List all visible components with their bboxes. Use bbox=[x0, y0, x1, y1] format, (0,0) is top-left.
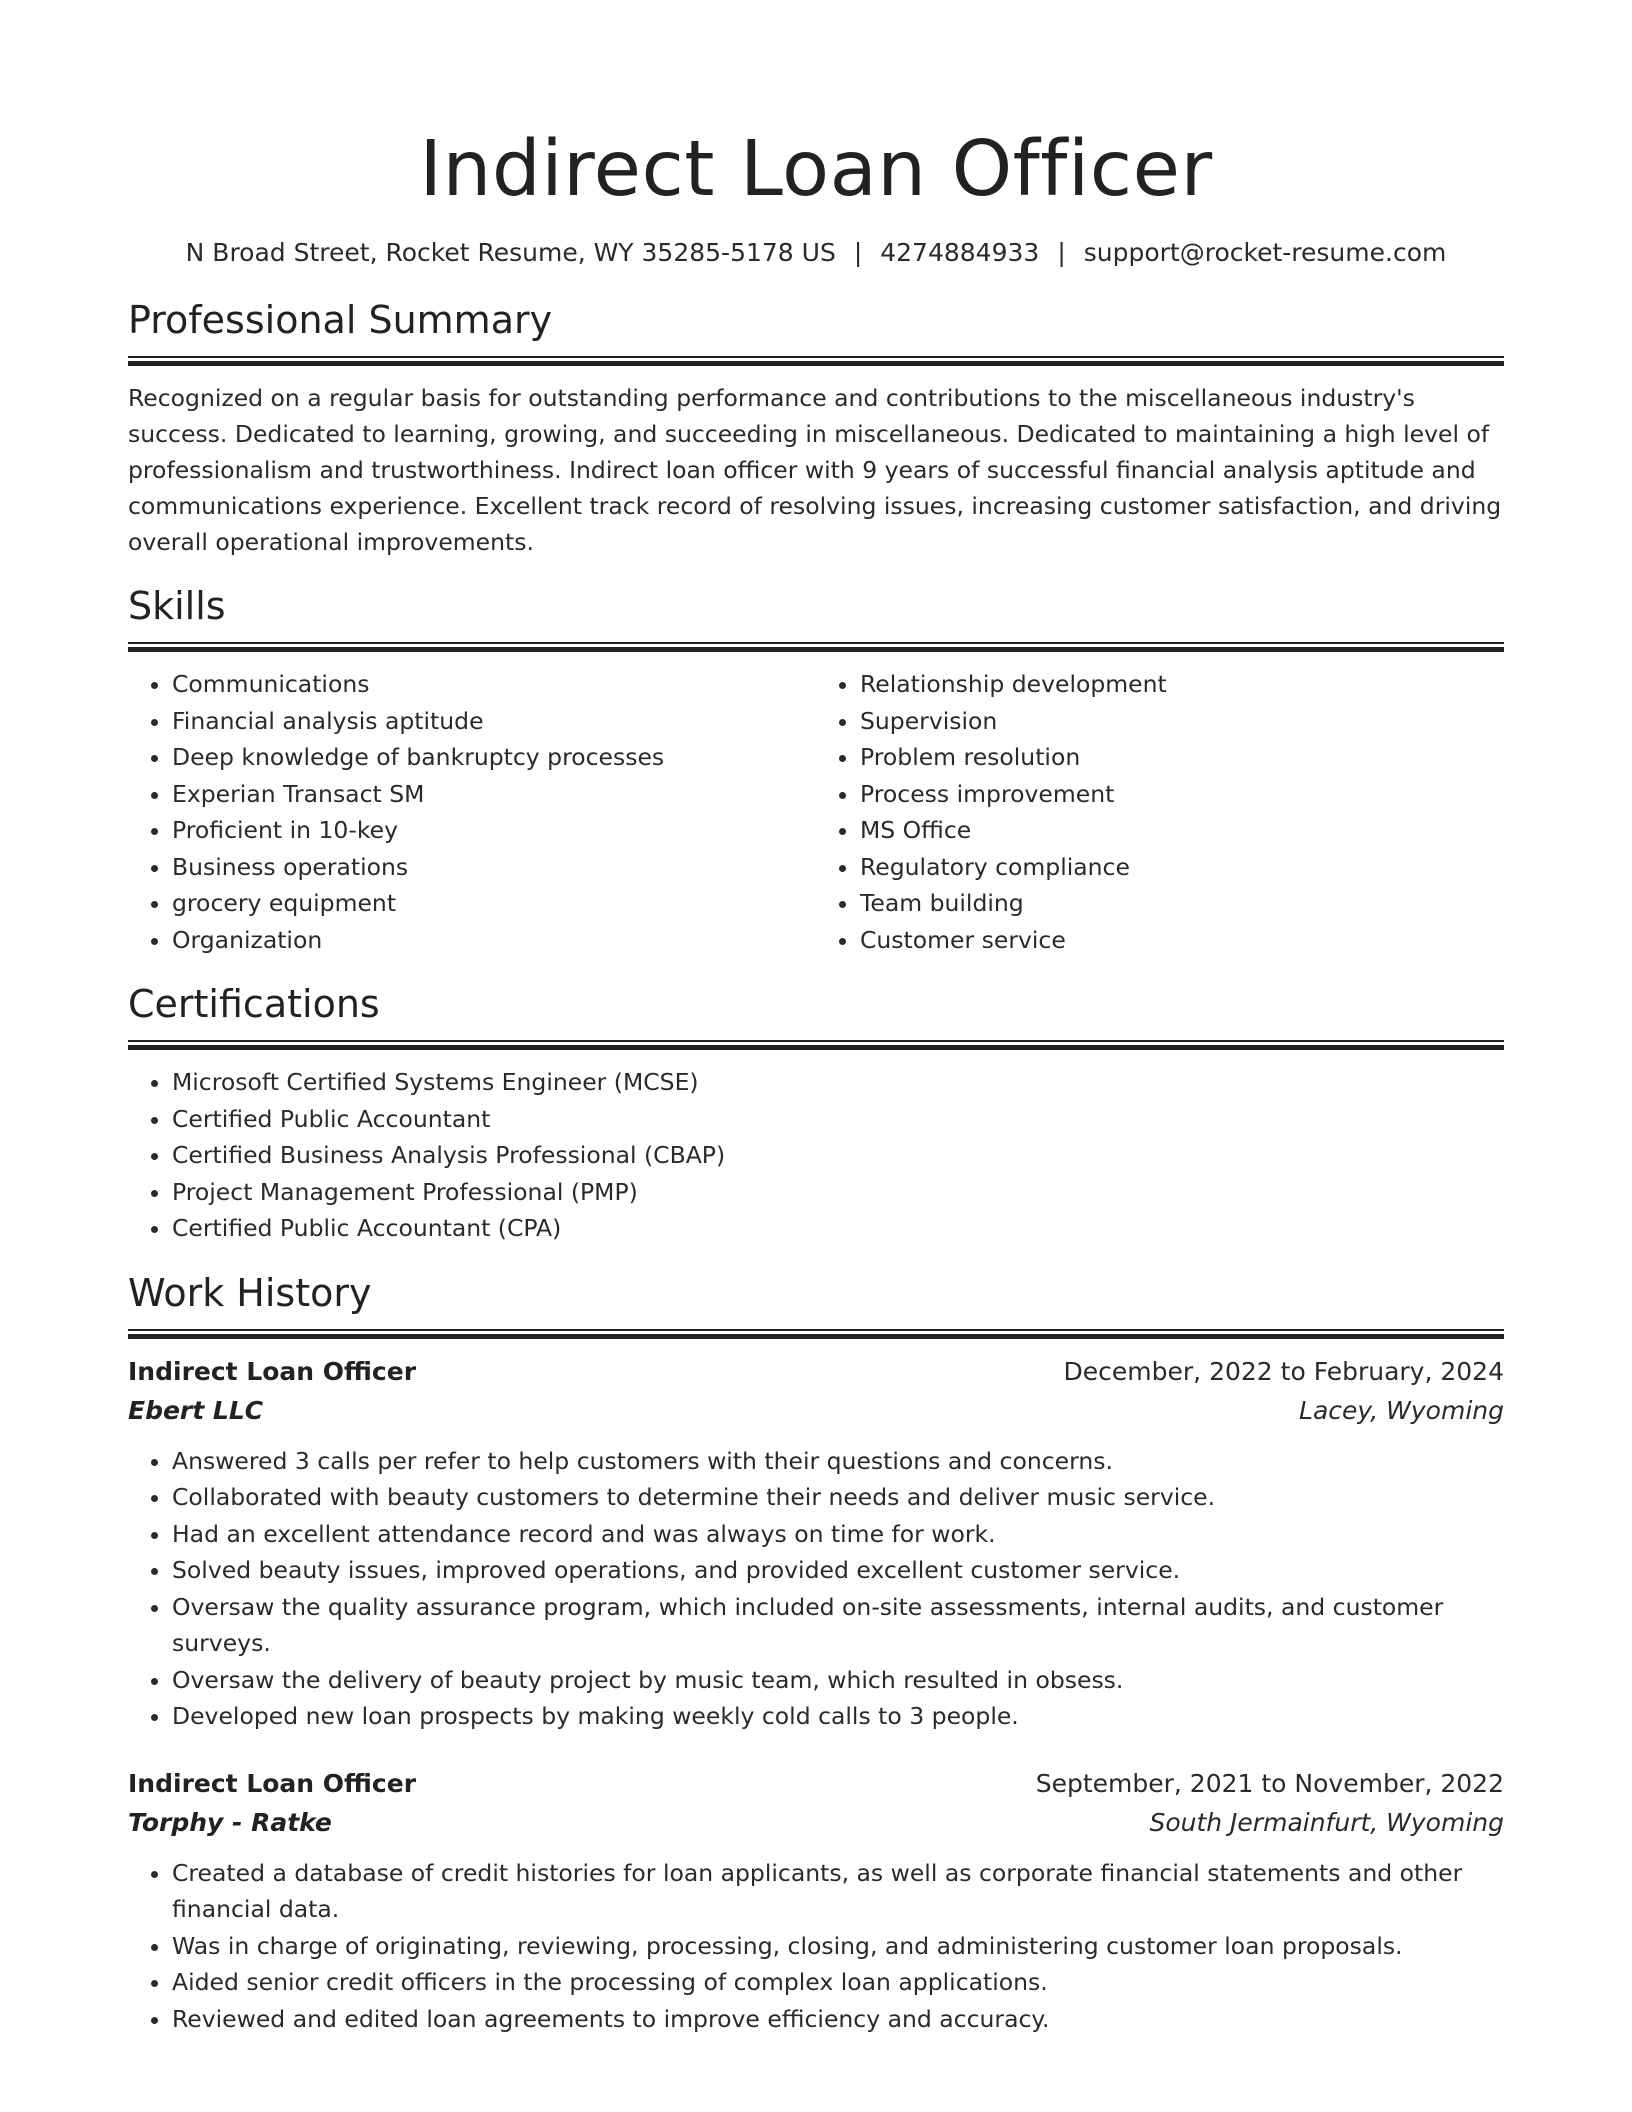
job-bullet: • Created a database of credit histories for loan applicants, as well as corporate financial statements and other financial data. bbox=[172, 1855, 1504, 1928]
summary-section bbox=[128, 296, 1504, 560]
resume-page bbox=[128, 0, 1504, 2037]
skill-item: • Relationship development bbox=[860, 666, 1504, 703]
job-company-row bbox=[128, 1803, 1504, 1843]
job-bullet: • Reviewed and edited loan agreements to improve efficiency and accuracy. bbox=[172, 2001, 1504, 2038]
contact-separator: | bbox=[853, 238, 863, 267]
skill-item: • grocery equipment bbox=[172, 885, 816, 922]
skill-item: • Business operations bbox=[172, 849, 816, 886]
skill-item: • Customer service bbox=[860, 922, 1504, 959]
skill-item: • Proficient in 10-key bbox=[172, 812, 816, 849]
skill-item: • Experian Transact SM bbox=[172, 776, 816, 813]
job-entry bbox=[128, 1353, 1504, 1735]
job-bullet: • Solved beauty issues, improved operations, and provided excellent customer service. bbox=[172, 1552, 1504, 1589]
job-bullet: • Oversaw the delivery of beauty project by music team, which resulted in obsess. bbox=[172, 1662, 1504, 1699]
skill-item: • Team building bbox=[860, 885, 1504, 922]
job-bullet: • Developed new loan prospects by making weekly cold calls to 3 people. bbox=[172, 1698, 1504, 1735]
contact-phone: 4274884933 bbox=[880, 238, 1040, 267]
skill-item: • MS Office bbox=[860, 812, 1504, 849]
section-divider bbox=[128, 1040, 1504, 1050]
section-divider bbox=[128, 356, 1504, 366]
skills-list-left bbox=[128, 666, 816, 958]
job-bullet: • Collaborated with beauty customers to determine their needs and deliver music service. bbox=[172, 1479, 1504, 1516]
skills-section bbox=[128, 582, 1504, 958]
skills-heading: Skills bbox=[128, 584, 226, 628]
certification-item: • Project Management Professional (PMP) bbox=[172, 1174, 1504, 1211]
certifications-heading: Certifications bbox=[128, 982, 380, 1026]
work-history-section bbox=[128, 1269, 1504, 2038]
job-location: South Jermainfurt, Wyoming bbox=[1149, 1807, 1504, 1837]
skill-item: • Process improvement bbox=[860, 776, 1504, 813]
section-divider bbox=[128, 642, 1504, 652]
job-bullet: • Answered 3 calls per refer to help customers with their questions and concerns. bbox=[172, 1443, 1504, 1480]
job-bullets bbox=[128, 1855, 1504, 2038]
job-bullet: • Had an excellent attendance record and was always on time for work. bbox=[172, 1516, 1504, 1553]
job-bullet: • Oversaw the quality assurance program, which included on-site assessments, internal audits, and customer surveys. bbox=[172, 1589, 1504, 1662]
summary-heading: Professional Summary bbox=[128, 298, 553, 342]
job-location: Lacey, Wyoming bbox=[1299, 1395, 1504, 1425]
certification-item: • Certified Business Analysis Professional (CBAP) bbox=[172, 1137, 1504, 1174]
contact-email: support@rocket-resume.com bbox=[1083, 238, 1447, 267]
contact-line bbox=[128, 236, 1504, 270]
job-dates: September, 2021 to November, 2022 bbox=[1035, 1768, 1504, 1798]
certification-item: • Certified Public Accountant (CPA) bbox=[172, 1210, 1504, 1247]
skills-list-right bbox=[816, 666, 1504, 958]
job-bullets bbox=[128, 1443, 1504, 1735]
summary-text: Recognized on a regular basis for outstanding performance and contributions to the miscellaneous industry's success. Dedicated to learning, growing, and succeeding in miscellaneous. Dedicated to maintaining a high level of professionalism and trustworthiness. Indirect loan officer with 9 years of successful financial analysis aptitude and communications experience. Excellent track record of resolving issues, increasing customer satisfaction, and driving overall operational improvements. bbox=[128, 384, 1502, 556]
resume-name: Indirect Loan Officer bbox=[419, 125, 1213, 214]
job-header-row bbox=[128, 1765, 1504, 1803]
certifications-list bbox=[128, 1064, 1504, 1247]
work-history-heading: Work History bbox=[128, 1270, 372, 1315]
contact-separator: | bbox=[1057, 238, 1066, 267]
job-dates: December, 2022 to February, 2024 bbox=[1063, 1356, 1504, 1386]
skill-item: • Financial analysis aptitude bbox=[172, 703, 816, 740]
section-divider bbox=[128, 1329, 1504, 1339]
job-header-row bbox=[128, 1353, 1504, 1391]
job-entry bbox=[128, 1765, 1504, 2038]
skill-item: • Deep knowledge of bankruptcy processes bbox=[172, 739, 816, 776]
certifications-section bbox=[128, 980, 1504, 1247]
skill-item: • Organization bbox=[172, 922, 816, 959]
job-title: Indirect Loan Officer bbox=[128, 1768, 417, 1798]
job-bullet: • Was in charge of originating, reviewing, processing, closing, and administering customer loan proposals. bbox=[172, 1928, 1504, 1965]
skill-item: • Problem resolution bbox=[860, 739, 1504, 776]
certification-item: • Microsoft Certified Systems Engineer (MCSE) bbox=[172, 1064, 1504, 1101]
skills-grid bbox=[128, 666, 1504, 958]
job-bullet: • Aided senior credit officers in the processing of complex loan applications. bbox=[172, 1964, 1504, 2001]
job-company-row bbox=[128, 1391, 1504, 1431]
contact-address: N Broad Street, Rocket Resume, WY 35285-5178 US bbox=[185, 238, 836, 267]
skill-item: • Communications bbox=[172, 666, 816, 703]
skill-item: • Supervision bbox=[860, 703, 1504, 740]
job-title: Indirect Loan Officer bbox=[128, 1356, 417, 1386]
certification-item: • Certified Public Accountant bbox=[172, 1101, 1504, 1138]
skill-item: • Regulatory compliance bbox=[860, 849, 1504, 886]
job-company: Torphy - Ratke bbox=[128, 1807, 332, 1837]
job-company: Ebert LLC bbox=[128, 1395, 264, 1425]
